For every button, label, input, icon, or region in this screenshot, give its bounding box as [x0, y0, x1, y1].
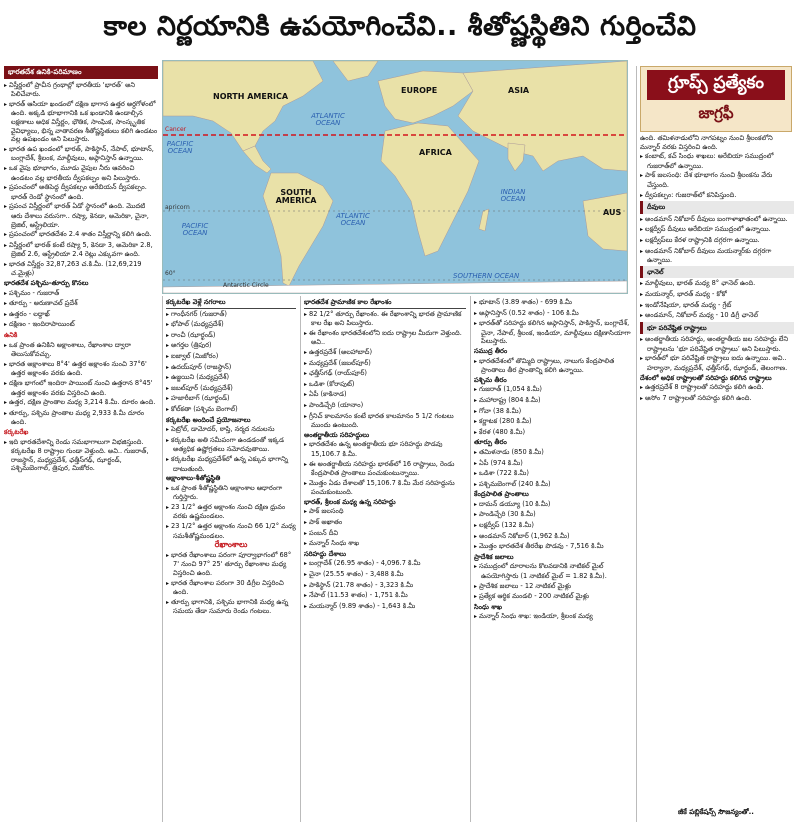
list-item: ▸ మయన్మార్, భారత్ మధ్య - కోకో: [640, 290, 794, 300]
list-item: ▸ పశ్చిమబెంగాల్ (240 కి.మీ): [474, 480, 632, 490]
subheading: అంతర్జాతీయ సరిహద్దులు: [304, 430, 370, 439]
list-item: ▸ ఈ రేఖాంశం భారతదేశంలోని ఐదు రాష్ట్రాల మీదుగా వెళ్తుంది. అవి..: [304, 329, 466, 347]
list-item: ▸ కర్ణాటక (280 కి.మీ): [474, 417, 632, 427]
paragraph: ▸ ప్రపంచంలో భారతదేశం 2.4 శాతం విస్తీర్ణాన్ని కలిగి ఉంది.: [4, 230, 158, 240]
column-divider: [162, 296, 163, 822]
list-item: ▸ గుజరాత్ (1,054 కి.మీ): [474, 385, 632, 395]
list-item: ▸ మన్నార్ సింధు శాఖ: [304, 539, 466, 549]
list-item: ▸ భారతదేశం ఉన్న అంతర్జాతీయ భూ సరిహద్దు పొడవు 15,106.7 కి.మీ.: [304, 440, 466, 458]
list-item: ▸ పాక్ జలసంధి: [304, 507, 466, 517]
subheading: సరిహద్దు దేశాలు: [304, 549, 347, 558]
ocean-label: ATLANTIC OCEAN: [336, 212, 370, 227]
list-item: ▸ నేపాల్ (11.53 శాతం) - 1,751 కి.మీ: [304, 591, 466, 601]
continent-label: AFRICA: [419, 148, 452, 157]
ocean-label: PACIFIC OCEAN: [181, 222, 209, 237]
list-item: ▸ పశ్చిమం - గుజరాత్: [4, 289, 158, 299]
paragraph: ▸ భారత్ ఆసియా ఖండంలో దక్షిణ భాగాన ఉత్తర అర్ధగోళంలో ఉంది. అక్కడి భూభాగానికి ఒక ఖండానికి ఉండాల్సిన లక్షణాలు అధిక విస్తీర్ణం, భౌతిక, సాంఘిక, సాంస్కృతిక వైవిధ్యాలు, భిన్న వాతావరణ శీతోష్ణస్థితులు కలిగి ఉండటం వల్ల ఉపఖండం అని పిలుస్తారు.: [4, 100, 158, 144]
paragraph: ▸ గ్రీనిచ్ కాలమానం కంటే భారత కాలమానం 5 1/2 గంటలు ముందు ఉంటుంది.: [304, 412, 466, 430]
list-item: ▸ 82 1/2° తూర్పు రేఖాంశం. ఈ రేఖాంశాన్ని భారత ప్రామాణిక కాల రేఖ అని పిలుస్తారు.: [304, 310, 466, 328]
tropic-of-capricorn-label: apricorn: [165, 204, 190, 211]
group-special-title: గ్రూప్స్ ప్రత్యేకం: [647, 70, 785, 100]
group-special-subject: జాగ్రఫీ: [698, 104, 734, 122]
list-item: ▸ తూర్పు భాగానికి, పశ్చిమ భాగానికి మధ్య ఉన్న సమయ తేడా సుమారు రెండు గంటలు.: [166, 598, 296, 616]
list-item: ▸ అగర్తల (త్రిపుర): [166, 341, 296, 351]
continent-label: NORTH AMERICA: [213, 92, 289, 101]
paragraph: ▸ ప్రాదేశిక జలాలు - 12 నాటికల్ మైళ్లు: [474, 582, 632, 592]
list-item: ▸ కేరళ (480 కి.మీ): [474, 428, 632, 438]
paragraph: ▸ సముద్రంలో దూరాలను కొలవడానికి నాటికల్ మైల్ ఉపయోగిస్తారు (1 నాటికల్ మైల్ = 1.82 కి.మీ).: [474, 562, 632, 580]
subheading: భారత్, శ్రీలంక మధ్య ఉన్న సరిహద్దు: [304, 497, 396, 506]
column-divider: [300, 296, 301, 822]
section-bar: భూ పరివేష్టిత రాష్ట్రాలు: [640, 322, 794, 335]
list-item: ▸ అండమాన్ నికోబార్ దీవులు బంగాళాఖాతంలో ఉన్నాయి.: [640, 215, 794, 225]
paragraph: ▸ మన్నార్ సింధు శాఖ: ఇండియా, శ్రీలంక మధ్య: [474, 612, 632, 622]
paragraph: ▸ పాక్ జలసంధి: దేశ భూభాగం నుంచి శ్రీలంకను వేరు చేస్తుంది.: [640, 171, 794, 189]
list-item: ▸ దామన్ డయ్యూ (10 కి.మీ): [474, 500, 632, 510]
list-item: ▸ భారత రేఖాంశాలు పరంగా పూర్వాభాగంలో 68° 7' నుంచి 97° 25' తూర్పు రేఖాంశాల మధ్య విస్తరించి ఉంది.: [166, 551, 296, 578]
subheading: ప్రాదేశిక జలాలు: [474, 552, 514, 561]
list-item: ▸ మధ్యప్రదేశ్ (జబల్‌పూర్): [304, 359, 466, 369]
paragraph: ▸ దక్షిణ భాగంలో ఇందిరా పాయింట్ నుంచి ఉత్తరాన 8°45' ఉత్తర అక్షాంశం వరకు విస్తరించి ఉంది.: [4, 379, 158, 397]
article-column-4: [474, 298, 632, 822]
section-bar: దీవులు: [640, 201, 794, 214]
paragraph: ▸ విస్తీర్ణంలో భారత్ కంటే రష్యా 5, కెనడా 3, అమెరికా 2.8, బ్రెజిల్ 2.6, ఆస్ట్రేలియా 2.4 రెట్లు ఎక్కువగా ఉంది.: [4, 241, 158, 259]
list-item: ▸ లక్షద్వీప్‌లు కేరళ రాష్ట్రానికి దగ్గరగా ఉన్నాయి.: [640, 236, 794, 246]
group-special-box: [640, 66, 792, 132]
list-item: ▸ లక్షద్వీప్ దీవులు అరేబియా సముద్రంలో ఉన్నాయి.: [640, 225, 794, 235]
paragraph: ▸ తూర్పు, పశ్చిమ ప్రాంతాల మధ్య 2,933 కి.మీ దూరం ఉంది.: [4, 409, 158, 427]
list-item: ▸ పాక్ అఖాతం: [304, 518, 466, 528]
paragraph: ▸ ఒక ప్రాంత ఉనికిని అక్షాంశాలు, రేఖాంశాల ద్వారా తెలుసుకోవచ్చు.: [4, 341, 158, 359]
paragraph: ▸ ప్రపంచ విస్తీర్ణంలో భారత్ ఏడో స్థానంలో ఉంది. మొదటి ఆరు దేశాలు వరుసగా.. రష్యా, కెనడా, అమెరికా, చైనా, బ్రెజిల్, ఆస్ట్రేలియా.: [4, 202, 158, 229]
paragraph: ▸ మొత్తం భారతదేశ తీరరేఖ పొడవు - 7,516 కి.మీ: [474, 542, 632, 552]
paragraph: ▸ ఉత్తర, దక్షిణ ప్రాంతాల మధ్య 3,214 కి.మీ. దూరం ఉంది.: [4, 398, 158, 408]
list-item: ▸ భూటాన్ (3.89 శాతం) - 699 కి.మీ: [474, 298, 632, 308]
subheading: కర్కటరేఖ: [4, 427, 29, 436]
list-item: ▸ భోపాల్ (మధ్యప్రదేశ్): [166, 320, 296, 330]
subheading: దేశంలో అధిక రాష్ట్రాలతో సరిహద్దు కలిగిన రాష్ట్రాలు: [640, 373, 772, 382]
subheading: అక్షాంశాలు-శీతోష్ణస్థితి: [166, 474, 221, 483]
list-item: ▸ మొత్తం ఏడు దేశాలతో 15,106.7 కి.మీ మేర సరిహద్దును పంచుకుంటుంది.: [304, 479, 466, 497]
list-item: ▸ ఉత్తరప్రదేశ్ 8 రాష్ట్రాలతో సరిహద్దు కలిగి ఉంది.: [640, 383, 794, 393]
list-item: ▸ పాకిస్థాన్ (21.78 శాతం) - 3,323 కి.మీ: [304, 581, 466, 591]
section-bar: ఛానెల్: [640, 266, 794, 279]
paragraph: ▸ ద్వీపకల్పం: గుజరాత్‌లో కనిపిస్తుంది.: [640, 191, 794, 201]
continent-label: SOUTH AMERICA: [275, 188, 317, 205]
list-item: ▸ గోవా (38 కి.మీ): [474, 407, 632, 417]
list-item: ▸ ఉదయ్‌పూర్ (రాజస్థాన్): [166, 363, 296, 373]
list-item: ▸ ఈ అంతర్జాతీయ సరిహద్దు భారత్‌లో 16 రాష్ట్రాలు, రెండు కేంద్రపాలిత ప్రాంతాలు పంచుకుంటున్నాయి.: [304, 460, 466, 478]
list-item: ▸ రాంచీ (ఝార్ఖండ్): [166, 331, 296, 341]
list-item: ▸ ఉజ్జయిని (మధ్యప్రదేశ్): [166, 373, 296, 383]
article-column-3: [304, 298, 466, 822]
list-item: ▸ అఫ్గానిస్తాన్ (0.52 శాతం) - 106 కి.మీ: [474, 309, 632, 319]
list-item: ▸ అంతర్జాతీయ సరిహద్దు, అంతర్జాతీయ జల సరిహద్దు లేని రాష్ట్రాలను ‘భూ పరివేష్టిత రాష్ట్రాలు’ అని పిలుస్తారు.: [640, 335, 794, 353]
list-item: ▸ గాంధీనగర్ (గుజరాత్): [166, 310, 296, 320]
column-divider: [470, 296, 471, 822]
list-item: ▸ చైనా (25.55 శాతం) - 3,488 కి.మీ: [304, 570, 466, 580]
antarctic-circle-label: Antarctic Circle: [223, 282, 269, 289]
list-item: ▸ ఒడిశా (722 కి.మీ): [474, 469, 632, 479]
list-item: ▸ కర్కటరేఖ మధ్యప్రదేశ్‌లో ఉన్న ఎక్కువ భాగాన్ని దాటుతుంది.: [166, 455, 296, 473]
list-item: ▸ పంబన్ దీవి: [304, 529, 466, 539]
article-column-2: [166, 298, 296, 822]
list-item: ▸ మహారాష్ట్ర (804 కి.మీ): [474, 396, 632, 406]
article-column-1: [4, 66, 158, 822]
list-item: ▸ బంగ్లాదేశ్ (26.95 శాతం) - 4,096.7 కి.మీ: [304, 559, 466, 569]
list-item: ▸ పాండిచ్చేరి (యానాం): [304, 401, 466, 411]
paragraph: ▸ ప్రపంచంలో అతిపెద్ద ద్వీపకల్పం అరేబియన్ ద్వీపకల్పం. భారత్ రెండో స్థానంలో ఉంది.: [4, 183, 158, 201]
list-item: ▸ కోల్‌కతా (పశ్చిమ బెంగాల్): [166, 405, 296, 415]
list-item: ▸ కర్కటరేఖ అతి సమీపంగా ఉండడంతో ఇక్కడ అత్యధిక ఉష్ణోగ్రతలు నమోదవుతాయి.: [166, 436, 296, 454]
paragraph: ▸ ఇది భారతదేశాన్ని రెండు సమభాగాలుగా విభజిస్తుంది. కర్కటరేఖ 8 రాష్ట్రాల గుండా వెళ్తుంది. అవి.. గుజరాత్, రాజస్థాన్, మధ్యప్రదేశ్, ఛత్తీస్‌గఢ్, ఝార్ఖండ్, పశ్చిమబెంగాల్, త్రిపుర, మిజోరం.: [4, 438, 158, 473]
continent-label: ASIA: [508, 86, 530, 95]
list-item: ▸ భారత రేఖాంశాల పరంగా 30 డిగ్రీల విస్తరించి ఉంది.: [166, 579, 296, 597]
column-divider: [636, 66, 637, 822]
paragraph: ▸ భారత ఉప ఖండంలో భారత్, పాకిస్థాన్, నేపాల్, భూటాన్, బంగ్లాదేశ్, శ్రీలంక, మాల్దీవులు, అఫ్గానిస్తాన్ ఉన్నాయి.: [4, 145, 158, 163]
subheading: సముద్ర తీరం: [474, 346, 508, 355]
list-item: ▸ ఐజ్వాల్ (మిజోరం): [166, 352, 296, 362]
list-item: ▸ అండమాన్, నికోబార్ మధ్య - 10 డిగ్రీ ఛానెల్: [640, 311, 794, 321]
list-item: ▸ లక్షద్వీప్ (132 కి.మీ): [474, 521, 632, 531]
list-item: ▸ 23 1/2° ఉత్తర అక్షాంశం నుంచి 66 1/2° మధ్య సమశీతోష్ణమండలం.: [166, 522, 296, 540]
list-item: ▸ పెట్రోల్, డామోదర్, ఠాప్తి, నర్మద నదులను: [166, 425, 296, 435]
list-item: ▸ భారత్‌తో సరిహద్దు కలిగిన అఫ్గానిస్తాన్, పాకిస్తాన్, బంగ్లాదేశ్, చైనా, నేపాల్, శ్రీలంక, ఇండియా, మాల్దీవులు దక్షిణాసియాగా పిలుస్తారు.: [474, 319, 632, 346]
list-item: ▸ ఉత్తరం - లద్దాఖ్: [4, 310, 158, 320]
list-item: ▸ ఇండోనేషియా, భారత్ మధ్య - గ్రేట్: [640, 301, 794, 311]
subheading: కర్కటరేఖ అందించే ప్రయోజనాలు: [166, 415, 251, 424]
paragraph: ▸ కంబాట్, కచ్ సింధు శాఖలు: అరేబియా సముద్రంలో గుజరాత్‌లో ఉన్నాయి.: [640, 152, 794, 170]
list-item: ▸ ఏపీ (కాకినాడ): [304, 390, 466, 400]
credit-note: జీకే పబ్లికేషన్స్ సౌజన్యంతో..: [678, 808, 754, 816]
subheading: పశ్చిమ తీరం: [474, 375, 507, 384]
list-item: ▸ మాల్దీవులు, భారత్ మధ్య 8° ఛానెల్ ఉంది.: [640, 279, 794, 289]
world-map: [162, 60, 628, 294]
paragraph: ▸ భారత విస్తీర్ణం 32,87,263 చ.కి.మీ. (12,69,219 చ.మైళ్లు): [4, 260, 158, 278]
tropic-of-cancer-label: Cancer: [165, 126, 187, 133]
list-item: ▸ తమిళనాడు (850 కి.మీ): [474, 448, 632, 458]
list-item: ▸ దక్షిణం - ఇందిరాపాయింట్: [4, 320, 158, 330]
ocean-label: SOUTHERN OCEAN: [453, 272, 520, 280]
ocean-label: ATLANTIC OCEAN: [311, 112, 345, 127]
continent-label: AUS: [603, 208, 622, 217]
subheading: కర్కటరేఖ వెళ్లే నగరాలు: [166, 298, 296, 309]
subheading: భారతదేశ పశ్చిమ-తూర్పు కొనలు: [4, 279, 89, 288]
ocean-label: PACIFIC OCEAN: [166, 140, 194, 155]
subheading: తూర్పు తీరం: [474, 438, 507, 447]
list-item: ▸ జబల్‌పూర్ (మధ్యప్రదేశ్): [166, 384, 296, 394]
subheading: రేఖాంశాలు: [214, 540, 248, 550]
paragraph: ▸ ప్రత్యేక ఆర్థిక మండలి - 200 నాటికల్ మైళ్లు: [474, 592, 632, 602]
list-item: ▸ ఉత్తరప్రదేశ్ (అలహాబాద్): [304, 348, 466, 358]
list-item: ▸ పాండిచ్చేరి (30 కి.మీ): [474, 510, 632, 520]
paragraph: ▸ ఒక వైపు భూభాగం, మూడు వైపుల నీరు ఆవరించి ఉండటం వల్ల భారతీయ ద్వీపకల్పం అని పిలుస్తారు.: [4, 164, 158, 182]
paragraph: ▸ భారత అక్షాంశాలు 8°4' ఉత్తర అక్షాంశం నుంచి 37°6' ఉత్తర అక్షాంశం వరకు ఉంది.: [4, 360, 158, 378]
list-item: ▸ ఏపీ (974 కి.మీ): [474, 459, 632, 469]
list-item: ▸ ఒక ప్రాంత శీతోష్ణస్థితిని అక్షాంశాల ఆధారంగా గుర్తిస్తారు.: [166, 484, 296, 502]
article-column-5: [640, 134, 794, 804]
subheading: భారతదేశ ప్రామాణిక కాల రేఖాంశం: [304, 298, 466, 309]
subheading: కేంద్రపాలిత ప్రాంతాలు: [474, 490, 529, 499]
subheading: సింధు శాఖ: [474, 602, 502, 611]
list-item: ▸ ఒడిశా (కోరాపుట్): [304, 380, 466, 390]
page-headline: కాల నిర్ణయానికి ఉపయోగించేవి.. శీతోష్ణస్థితిని గుర్తించేవి: [103, 11, 697, 42]
list-item: ▸ అసోం 7 రాష్ట్రాలతో సరిహద్దు కలిగి ఉంది.: [640, 394, 794, 404]
list-item: ▸ భారత్‌లో భూ పరివేష్టిత రాష్ట్రాలు ఐదు ఉన్నాయి. అవి.. హర్యానా, మధ్యప్రదేశ్, ఛత్తీస్‌గఢ్, ఝార్ఖండ్, తెలంగాణ.: [640, 354, 794, 372]
list-item: ▸ 23 1/2° ఉత్తర అక్షాంశం నుంచి దక్షిణ ధ్రువం వరకు ఉష్ణమండలం.: [166, 503, 296, 521]
list-item: ▸ అండమాన్ నికోబార్ దీవులు మయన్మార్‌కు దగ్గరగా ఉన్నాయి.: [640, 247, 794, 265]
section-header: భారతదేశ ఉనికి-పరిమాణం: [4, 66, 158, 79]
ocean-label: INDIAN OCEAN: [500, 188, 526, 203]
list-item: ▸ ఛత్తీస్‌గఢ్ (రాయ్‌పూర్): [304, 369, 466, 379]
subheading: ఉనికి: [4, 331, 18, 340]
paragraph: ఉంది. తమిళనాడులోని నాగపట్నం నుంచి శ్రీలంకలోని మన్నార్ వరకు విస్తరించి ఉంది.: [640, 134, 773, 151]
continent-label: EUROPE: [401, 86, 438, 95]
latitude-label: 60°: [165, 270, 176, 277]
list-item: ▸ మయన్మార్ (9.89 శాతం) - 1,643 కి.మీ: [304, 602, 466, 612]
list-item: ▸ అండమాన్ నికోబార్ (1,962 కి.మీ): [474, 532, 632, 542]
paragraph: ▸ విస్తీర్ణంలో ప్రాచీన గ్రంథాల్లో భారతీయ ‘భారత్’ అని పిలిచేవారు.: [4, 81, 158, 99]
list-item: ▸ తూర్పు - అరుణాచల్ ప్రదేశ్: [4, 299, 158, 309]
list-item: ▸ హజారీబాగ్ (ఝార్ఖండ్): [166, 394, 296, 404]
paragraph: ▸ భారతదేశంలో తొమ్మిది రాష్ట్రాలు, నాలుగు కేంద్రపాలిత ప్రాంతాలు తీర ప్రాంతాన్ని కలిగి ఉన్నాయి.: [474, 357, 632, 375]
